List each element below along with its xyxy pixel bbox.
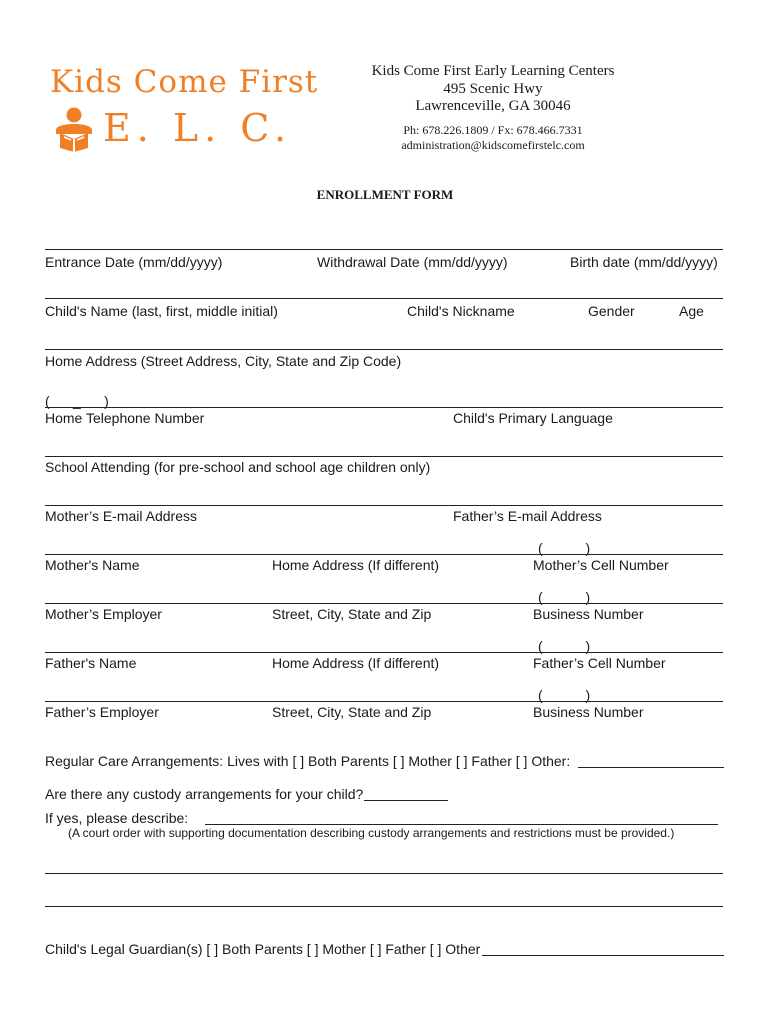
logo-elc: E. L. C. <box>103 106 293 150</box>
father-business-number-label: Business Number <box>533 704 644 720</box>
custody-answer-field[interactable] <box>364 800 448 801</box>
gender-label: Gender <box>588 303 635 319</box>
father-home-address-label: Home Address (If different) <box>272 655 440 671</box>
withdrawal-date-label: Withdrawal Date (mm/dd/yyyy) <box>317 254 508 270</box>
address-line-2: Lawrenceville, GA 30046 <box>415 98 571 114</box>
custody-description-field[interactable] <box>205 824 718 825</box>
mother-home-address-label: Home Address (If different) <box>272 557 440 573</box>
mother-employer-street-label: Street, City, State and Zip <box>272 606 432 622</box>
father-name-line[interactable] <box>45 652 723 653</box>
home-address-line[interactable] <box>45 349 723 350</box>
custody-extra-line-1[interactable] <box>45 873 723 874</box>
legal-guardian-other-field[interactable] <box>482 955 724 956</box>
dates-line[interactable] <box>45 249 723 250</box>
if-yes-label: If yes, please describe: <box>45 810 189 826</box>
legal-guardian-label: Child's Legal Guardian(s) [ ] Both Parents [ ] Mother [ ] Father [ ] Other <box>45 941 481 957</box>
mother-business-paren: ( ) <box>538 589 591 605</box>
mother-employer-line[interactable] <box>45 603 723 604</box>
father-employer-street-label: Street, City, State and Zip <box>272 704 432 720</box>
regular-care-other-field[interactable] <box>578 767 724 768</box>
org-name: Kids Come First Early Learning Centers <box>371 63 615 79</box>
mother-cell-label: Mother’s Cell Number <box>533 557 669 573</box>
father-employer-line[interactable] <box>45 701 723 702</box>
form-title: ENROLLMENT FORM <box>316 187 454 202</box>
logo-child-book-icon <box>52 106 96 152</box>
phone-fax: Ph: 678.226.1809 / Fx: 678.466.7331 <box>403 123 583 137</box>
home-address-label: Home Address (Street Address, City, State and Zip Code) <box>45 353 402 369</box>
school-attending-label: School Attending (for pre-school and school age children only) <box>45 459 431 475</box>
address-line-1: 495 Scenic Hwy <box>443 81 543 97</box>
regular-care-label: Regular Care Arrangements: Lives with [ ] Both Parents [ ] Mother [ ] Father [ ] Other: <box>45 753 571 769</box>
home-telephone-label: Home Telephone Number <box>45 410 205 426</box>
mother-cell-paren: ( ) <box>538 540 591 556</box>
custody-question-label: Are there any custody arrangements for your child? <box>45 786 364 802</box>
entrance-date-label: Entrance Date (mm/dd/yyyy) <box>45 254 223 270</box>
mother-name-line[interactable] <box>45 554 723 555</box>
org-email: administration@kidscomefirstelc.com <box>401 138 585 152</box>
custody-extra-line-2[interactable] <box>45 906 723 907</box>
mother-email-label: Mother’s E-mail Address <box>45 508 197 524</box>
age-label: Age <box>679 303 704 319</box>
father-cell-label: Father’s Cell Number <box>533 655 666 671</box>
child-name-line[interactable] <box>45 298 723 299</box>
court-order-note: (A court order with supporting documentation describing custody arrangements and restrictions must be provided.) <box>68 826 675 840</box>
mother-employer-label: Mother’s Employer <box>45 606 162 622</box>
mother-name-label: Mother's Name <box>45 557 140 573</box>
father-email-label: Father’s E-mail Address <box>453 508 602 524</box>
email-line[interactable] <box>45 505 723 506</box>
phone-area-code: ( _ ) <box>45 393 109 409</box>
child-nickname-label: Child's Nickname <box>407 303 515 319</box>
mother-business-number-label: Business Number <box>533 606 644 622</box>
logo-title: Kids Come First <box>50 64 319 100</box>
primary-language-label: Child's Primary Language <box>453 410 613 426</box>
school-line[interactable] <box>45 456 723 457</box>
father-business-paren: ( ) <box>538 687 591 703</box>
child-name-label: Child's Name (last, first, middle initial) <box>45 303 278 319</box>
father-name-label: Father's Name <box>45 655 137 671</box>
birth-date-label: Birth date (mm/dd/yyyy) <box>570 254 718 270</box>
phone-language-line[interactable] <box>45 407 723 408</box>
father-cell-paren: ( ) <box>538 638 591 654</box>
father-employer-label: Father’s Employer <box>45 704 159 720</box>
